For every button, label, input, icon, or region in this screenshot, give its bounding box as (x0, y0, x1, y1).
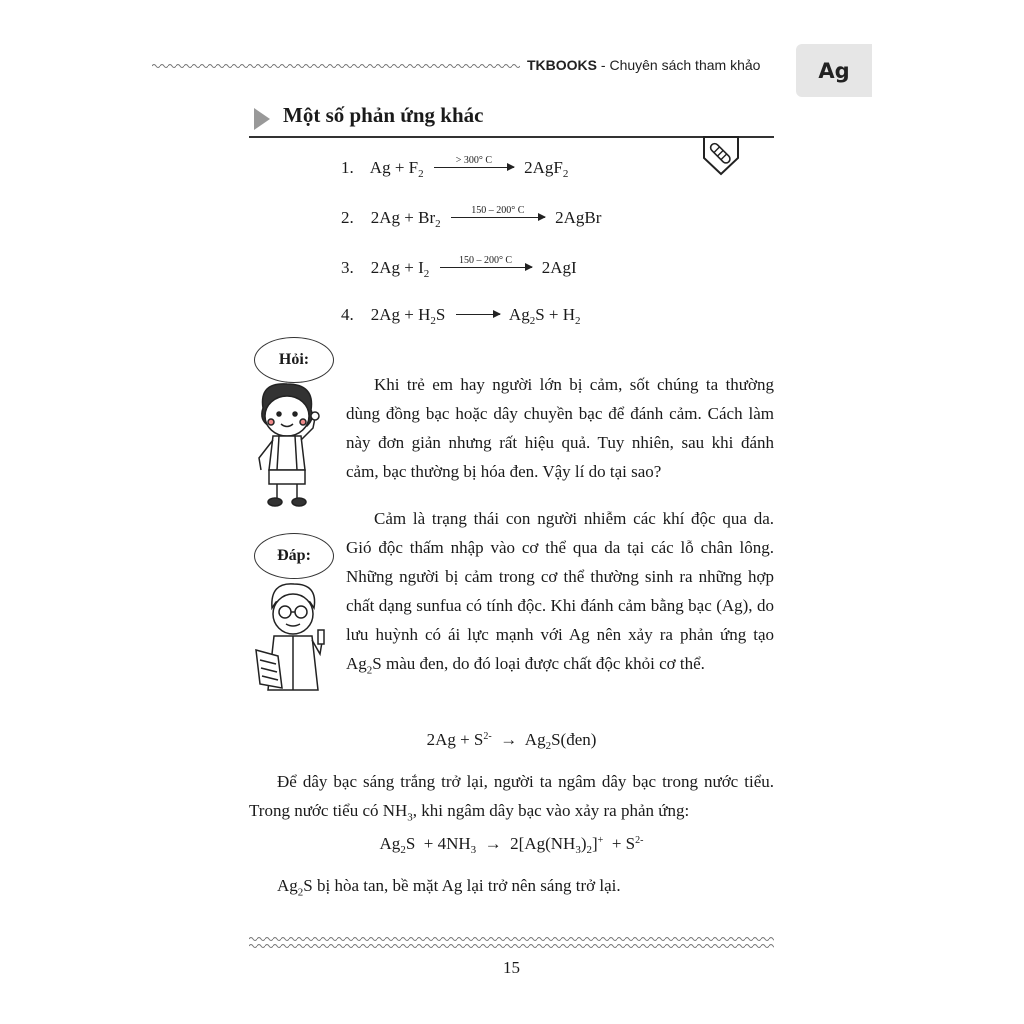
answer-label: Đáp: (277, 547, 311, 564)
silver-sulfide-equation: $2Ag + S^{2-}$ → $Ag_2S(đen)$ (426, 730, 597, 752)
chapter-tab (796, 44, 872, 97)
para2-part1: Để dây bạc sáng trắng trở lại, người ta ngâm dây bạc trong nước tiểu. Trong nước tiểu có NH (249, 772, 774, 820)
reaction-1: 1. $Ag + F_2$ > 300° C 2AgF$_2$ (341, 154, 569, 180)
reaction-arrow (434, 154, 514, 170)
question-label: Hỏi: (278, 351, 310, 368)
brand-tagline: Chuyên sách tham khảo (609, 57, 761, 73)
answer-text-part2: S màu đen, do đó loại được chất độc khỏi cơ thể. (372, 654, 705, 673)
question-text: Khi trẻ em hay người lớn bị cảm, sốt chúng ta thường dùng đồng bạc hoặc dây chuyền bạc để đánh cảm. Cách làm này đơn giản nhưng rất hiệu quả. Tuy nhiên, sau khi đánh cảm, bạc thường bị hóa đen. Vậy lí do tại sao? (346, 375, 774, 481)
footer-wavy-line-2 (249, 942, 774, 950)
teacher-illustration (248, 580, 338, 710)
reaction-number: 2. (341, 208, 354, 227)
reaction-arrow (456, 316, 500, 317)
section-title: Một số phản ứng khác (283, 103, 484, 127)
question-text-block (346, 370, 774, 486)
complex-equation: $Ag_2S + 4NH_3 \to 2[Ag(NH_3)_2]^+ + S^{2-}$ (379, 834, 644, 856)
chapter-tab-label: Ag (818, 58, 850, 83)
section-rule (249, 136, 774, 138)
reaction-arrow (440, 254, 532, 270)
answer-text-block (346, 504, 774, 685)
page-number: 15 (503, 958, 520, 977)
brand-separator: - (597, 57, 610, 73)
header-brand (527, 57, 760, 73)
reaction-number: 3. (341, 258, 354, 277)
equation-color-note: (đen) (560, 730, 597, 749)
question-bubble (254, 337, 334, 383)
answer-bubble (254, 533, 334, 579)
para2-part2: , khi ngâm dây bạc vào xảy ra phản ứng: (412, 801, 690, 820)
para3-block (249, 871, 774, 907)
para3-part: S bị hòa tan, bề mặt Ag lại trở nên sáng trở lại. (303, 876, 621, 895)
reaction-condition: 150 – 200° C (471, 204, 525, 216)
reaction-condition: > 300° C (455, 154, 493, 166)
reaction-arrow (451, 204, 545, 220)
reaction-number: 1. (341, 158, 354, 177)
boy-illustration (245, 378, 335, 510)
para3-text: $Ag_2S$ bị hòa tan, bề mặt Ag lại trở nên sáng trở lại. (277, 876, 621, 899)
answer-text-part1: Cảm là trạng thái con người nhiễm các khí độc qua da. Gió độc thấm nhập vào cơ thể qua da tại các lỗ chân lông. Những người bị cảm trong cơ thể thường sinh ra những hợp chất dạng sunfua có tính độc. Khi đánh cảm bằng bạc (Ag), do lưu huỳnh có ái lực mạnh với Ag nên xảy ra phản ứng tạo Ag (346, 509, 774, 673)
reaction-condition: 150 – 200° C (458, 254, 513, 266)
brand-name: TKBOOKS (527, 57, 597, 73)
answer-text: Cảm là trạng thái con người nhiễm các khí độc qua da. Gió độc thấm nhập vào cơ thể qua da tại các lỗ chân lông. Những người bị cảm trong cơ thể thường sinh ra những hợp chất dạng sunfua có tính độc. Khi đánh cảm bằng bạc (Ag), do lưu huỳnh có ái lực mạnh với Ag nên xảy ra phản ứng tạo $Ag_2S$ màu đen, do đó loại được chất độc khỏi cơ thể. (346, 509, 774, 677)
reaction-3: 3. $2Ag + I_2$ 150 – 200° C 2AgI (341, 254, 577, 280)
play-triangle-icon (252, 106, 272, 132)
para2-block (249, 767, 774, 832)
header-wavy-line (152, 62, 520, 70)
tube-shield-icon (702, 136, 740, 176)
para2-text: Để dây bạc sáng trắng trở lại, người ta ngâm dây bạc trong nước tiểu. Trong nước tiểu có $NH_3$, khi ngâm dây bạc vào xảy ra phản ứng: (249, 772, 774, 824)
reaction-number: 4. (341, 305, 354, 324)
reaction-4: 4. $2Ag + H_2S$ $Ag_2S + H_2$ (341, 305, 581, 327)
reaction-2: 2. $2Ag + Br_2$ 150 – 200° C 2AgBr (341, 204, 602, 230)
